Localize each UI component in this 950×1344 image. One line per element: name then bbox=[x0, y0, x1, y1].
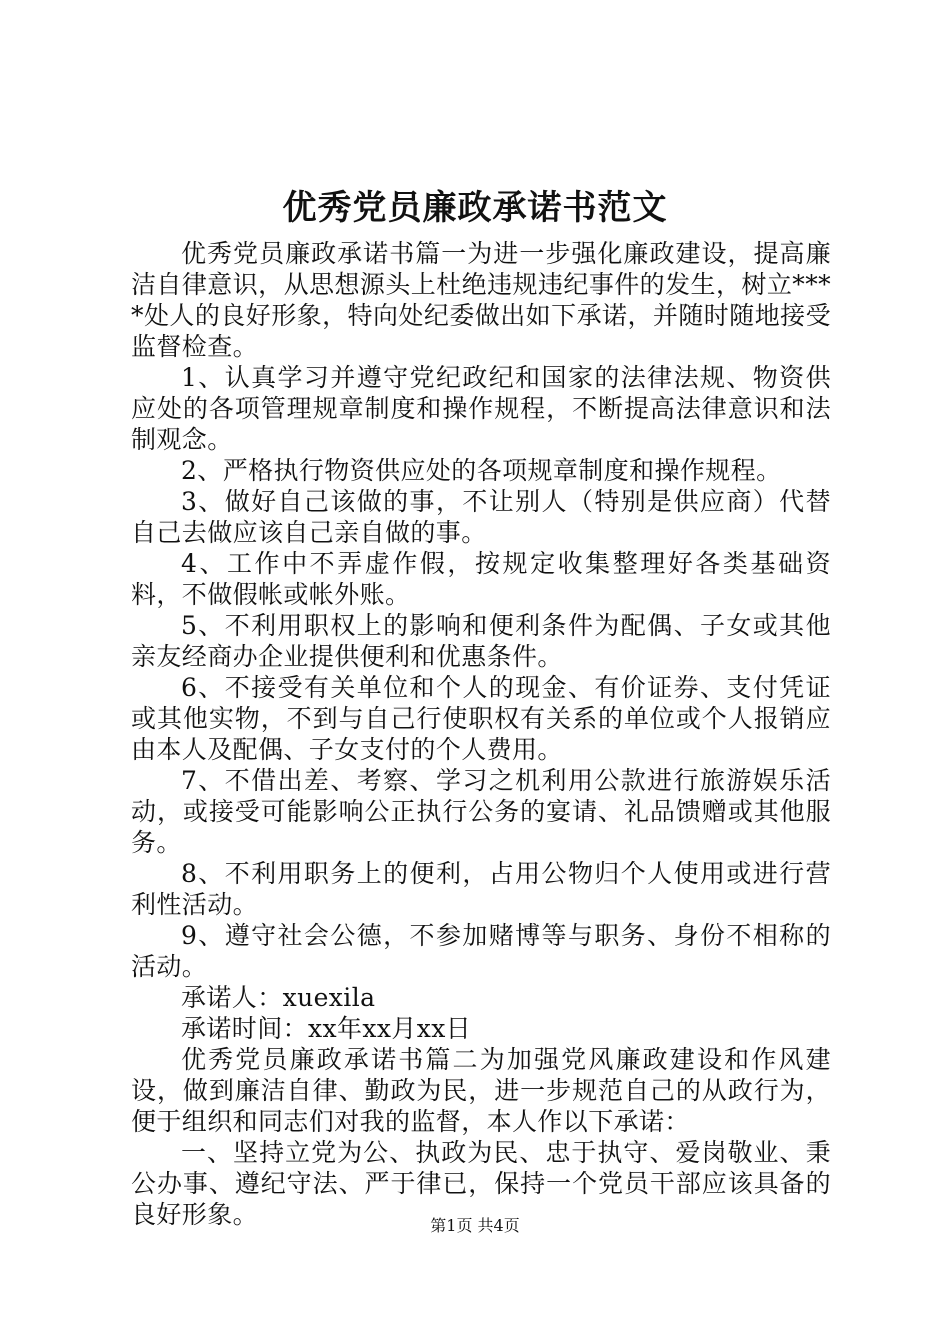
date-line: 承诺时间：xx年xx月xx日 bbox=[181, 1014, 472, 1043]
paragraph-intro-2: 优秀党员廉政承诺书篇二为加强党风廉政建设和作风建设，做到廉洁自律、勤政为民，进一步规范自己的从政行为，便于组织和同志们对我的监督，本人作以下承诺： bbox=[131, 1045, 831, 1136]
paragraph-item-3: 3、做好自己该做的事，不让别人（特别是供应商）代替自己去做应该自己亲自做的事。 bbox=[131, 487, 831, 547]
paragraph-item-5: 5、不利用职权上的影响和便利条件为配偶、子女或其他亲友经商办企业提供便利和优惠条件。 bbox=[131, 611, 831, 671]
paragraph-item-7: 7、不借出差、考察、学习之机利用公款进行旅游娱乐活动，或接受可能影响公正执行公务的宴请、礼品馈赠或其他服务。 bbox=[131, 766, 831, 857]
signatory-line: 承诺人：xuexila bbox=[181, 983, 376, 1012]
paragraph-intro-1: 优秀党员廉政承诺书篇一为进一步强化廉政建设，提高廉洁自律意识，从思想源头上杜绝违规违纪事件的发生，树立****处人的良好形象，特向处纪委做出如下承诺，并随时随地接受监督检查。 bbox=[131, 239, 831, 361]
paragraph-section-1: 一、坚持立党为公、执政为民、忠于执守、爱岗敬业、秉公办事、遵纪守法、严于律已，保持一个党员干部应该具备的良好形象。 bbox=[131, 1138, 831, 1229]
paragraph-item-9: 9、遵守社会公德，不参加赌博等与职务、身份不相称的活动。 bbox=[131, 921, 831, 981]
paragraph-item-2: 2、严格执行物资供应处的各项规章制度和操作规程。 bbox=[181, 456, 782, 485]
paragraph-item-6: 6、不接受有关单位和个人的现金、有价证券、支付凭证或其他实物，不到与自己行使职权有关系的单位或个人报销应由本人及配偶、子女支付的个人费用。 bbox=[131, 673, 831, 764]
page-footer: 第1页 共4页 bbox=[430, 1216, 520, 1235]
paragraph-item-1: 1、认真学习并遵守党纪政纪和国家的法律法规、物资供应处的各项管理规章制度和操作规程，不断提高法律意识和法制观念。 bbox=[131, 363, 831, 454]
document-title: 优秀党员廉政承诺书范文 bbox=[282, 188, 668, 228]
paragraph-item-8: 8、不利用职务上的便利，占用公物归个人使用或进行营利性活动。 bbox=[131, 859, 831, 919]
document-body bbox=[131, 238, 831, 1230]
paragraph-item-4: 4、工作中不弄虚作假，按规定收集整理好各类基础资料，不做假帐或帐外账。 bbox=[131, 549, 831, 609]
